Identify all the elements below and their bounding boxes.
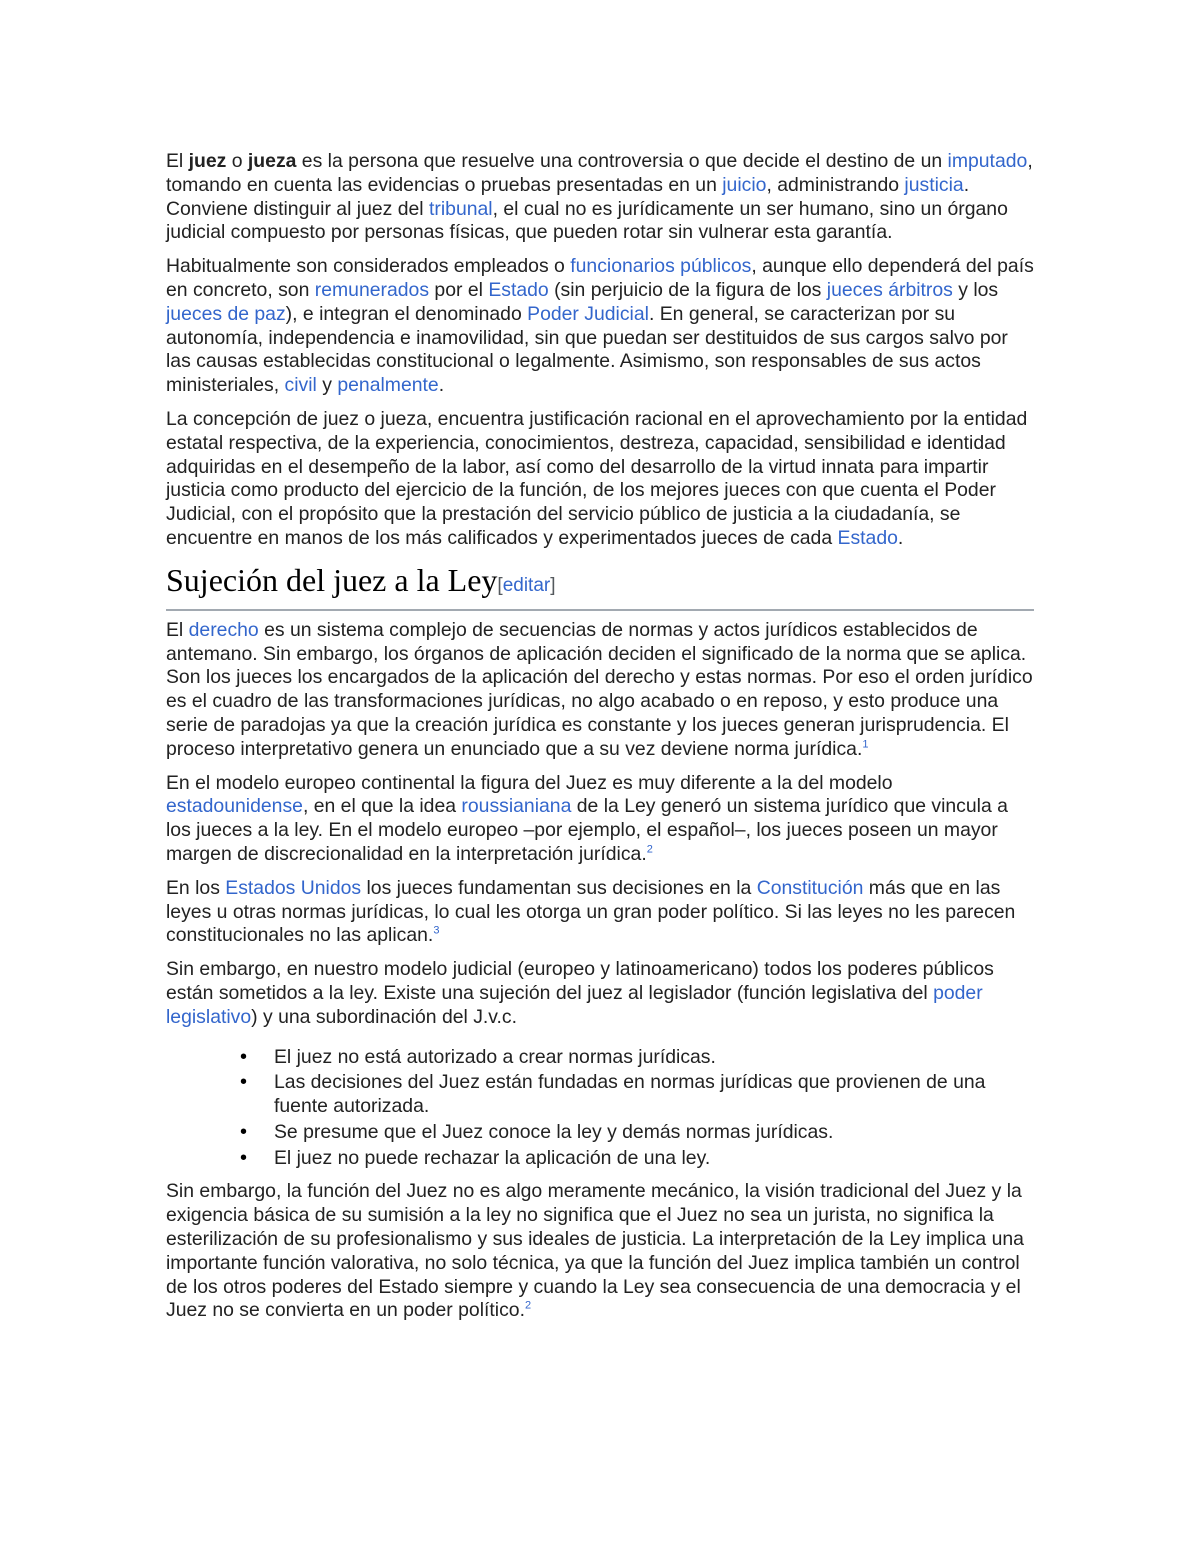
text: En el modelo europeo continental la figura del Juez es muy diferente a la del modelo	[166, 771, 893, 794]
edit-link[interactable]: editar	[502, 574, 551, 596]
link-roussianiana[interactable]: roussianiana	[461, 795, 572, 818]
reference-2[interactable]: 2	[646, 843, 653, 856]
text: y	[316, 374, 338, 397]
text: y los	[952, 278, 999, 301]
text: El	[166, 618, 189, 641]
text: es la persona que resuelve una controversia o que decide el destino de un	[296, 150, 948, 172]
link-funcionarios-publicos[interactable]: funcionarios públicos	[570, 255, 752, 278]
section-paragraph-4	[166, 958, 1034, 1029]
text: El	[166, 150, 189, 172]
list-item: • El juez no puede rechazar la aplicación de una ley.	[274, 1147, 1034, 1171]
text: . Conviene distinguir al juez del	[166, 173, 970, 220]
text: de la Ley generó un sistema jurídico que vincula a los jueces a la ley. En el modelo europeo –por ejemplo, el español–, los jueces poseen un mayor margen de discrecionalidad en la interpretación jurídica.	[166, 795, 1008, 865]
link-jueces-de-paz[interactable]: jueces de paz	[166, 302, 286, 325]
text: , el cual no es jurídicamente un ser humano, sino un órgano judicial compuesto por personas físicas, que pueden rotar sin vulnerar esta garantía.	[166, 197, 1008, 244]
list-item: • Las decisiones del Juez están fundadas en normas jurídicas que provienen de una fuente autorizada.	[274, 1071, 1034, 1119]
text: .	[897, 526, 904, 549]
section-paragraph-5	[166, 1180, 1034, 1323]
intro-paragraph-2	[166, 255, 1034, 398]
text: , en el que la idea	[302, 795, 462, 818]
bracket-close: ]	[550, 574, 556, 596]
edit-section	[497, 575, 555, 596]
reference-1[interactable]: 1	[862, 738, 869, 751]
text: Sin embargo, en nuestro modelo judicial (europeo y latinoamericano) todos los poderes públicos están sometidos a la ley. Existe una sujeción del juez al legislador (función legislativa del	[166, 958, 994, 1004]
bold-term-jueza: jueza	[247, 150, 297, 172]
text: En los	[166, 876, 226, 899]
link-justicia[interactable]: justicia	[904, 173, 964, 196]
text: La concepción de juez o jueza, encuentra justificación racional en el aprovechamiento por la entidad estatal respectiva, de la experiencia, conocimientos, destreza, capacidad, sensibilidad e identidad adquiridas en el desempeño de la labor, así como del desarrollo de la virtud innata para impartir justicia como producto del ejercicio de la función, de los mejores jueces con que cuenta el Poder Judicial, con el propósito que la prestación del servicio público de justicia a la ciudadanía, se encuentre en manos de los más calificados y experimentados jueces de cada	[166, 407, 1028, 549]
text: , administrando	[766, 173, 905, 196]
link-tribunal[interactable]: tribunal	[429, 197, 493, 220]
list-item: • El juez no está autorizado a crear normas jurídicas.	[274, 1046, 1034, 1070]
link-estadounidense[interactable]: estadounidense	[166, 795, 303, 818]
text: , aunque ello dependerá del país en concreto, son	[166, 255, 1034, 301]
reference-3[interactable]: 3	[433, 924, 440, 937]
text: o	[226, 150, 248, 172]
section-heading	[166, 561, 1034, 611]
bold-term-juez: juez	[188, 150, 227, 172]
text: más que en las leyes u otras normas jurídicas, lo cual les otorga un gran poder político. Si las leyes no les parecen constitucionales no las aplican.	[166, 876, 1016, 947]
link-juicio[interactable]: juicio	[722, 173, 767, 196]
section-paragraph-1	[166, 619, 1034, 762]
bracket-open: [	[497, 574, 503, 596]
section-paragraph-2	[166, 772, 1034, 867]
link-penalmente[interactable]: penalmente	[337, 374, 439, 397]
section-paragraph-3	[166, 877, 1034, 948]
text: ) y una subordinación del J.v.c.	[251, 1005, 518, 1028]
link-poder-judicial[interactable]: Poder Judicial	[527, 302, 649, 325]
link-estado[interactable]: Estado	[837, 526, 898, 549]
link-constitucion[interactable]: Constitución	[756, 876, 864, 899]
section-title: Sujeción del juez a la Ley	[166, 561, 498, 598]
article-body	[166, 150, 1034, 1333]
text: es un sistema complejo de secuencias de normas y actos jurídicos establecidos de antemano. Sin embargo, los órganos de aplicación deciden el significado de la norma que se aplica. Son los jueces los encargados de la aplicación del derecho y estas normas. Por eso el orden jurídico es el cuadro de las transformaciones jurídicas, no algo acabado o en reposo, y esto produce una serie de paradojas ya que la creación jurídica es constante y los jueces generan jurisprudencia. El proceso interpretativo genera un enunciado que a su vez deviene norma jurídica.	[166, 618, 1033, 760]
text: Habitualmente son considerados empleados o	[166, 255, 571, 278]
intro-paragraph-3	[166, 408, 1034, 551]
list-item: • Se presume que el Juez conoce la ley y demás normas jurídicas.	[274, 1121, 1034, 1145]
link-civil[interactable]: civil	[284, 374, 317, 397]
link-remunerados[interactable]: remunerados	[314, 278, 430, 301]
link-imputado[interactable]: imputado	[947, 150, 1028, 172]
link-estados-unidos[interactable]: Estados Unidos	[225, 876, 362, 899]
text: .	[438, 374, 445, 397]
text: . En general, se caracterizan por su autonomía, independencia e inamovilidad, sin que puedan ser destituidos de sus cargos salvo por las causas establecidas constitucional o legalmente. Asimismo, son responsables de sus actos ministeriales,	[166, 302, 1008, 397]
text: Sin embargo, la función del Juez no es algo meramente mecánico, la visión tradicional del Juez y la exigencia básica de su sumisión a la ley no significa que el Juez no sea un jurista, no significa la esterilización de su profesionalismo y sus ideales de justicia. La interpretación de la Ley implica una importante función valorativa, no solo técnica, ya que la función del Juez implica también un control de los otros poderes del Estado siempre y cuando la Ley sea consecuencia de una democracia y el Juez no se convierta en un poder político.	[166, 1180, 1024, 1322]
link-jueces-arbitros[interactable]: jueces árbitros	[826, 278, 953, 301]
judge-principles-list	[166, 1046, 1034, 1171]
reference-2[interactable]: 2	[524, 1300, 532, 1312]
text: , tomando en cuenta las evidencias o pruebas presentadas en un	[166, 150, 1033, 196]
text: (sin perjuicio de la figura de los	[548, 278, 827, 301]
text: por el	[429, 278, 489, 301]
text: ), e integran el denominado	[285, 302, 528, 325]
intro-paragraph-1	[166, 150, 1034, 245]
text: los jueces fundamentan sus decisiones en la	[361, 876, 757, 899]
link-estado[interactable]: Estado	[488, 278, 549, 301]
link-derecho[interactable]: derecho	[188, 618, 259, 641]
link-poder-legislativo[interactable]: poder legislativo	[166, 981, 983, 1028]
